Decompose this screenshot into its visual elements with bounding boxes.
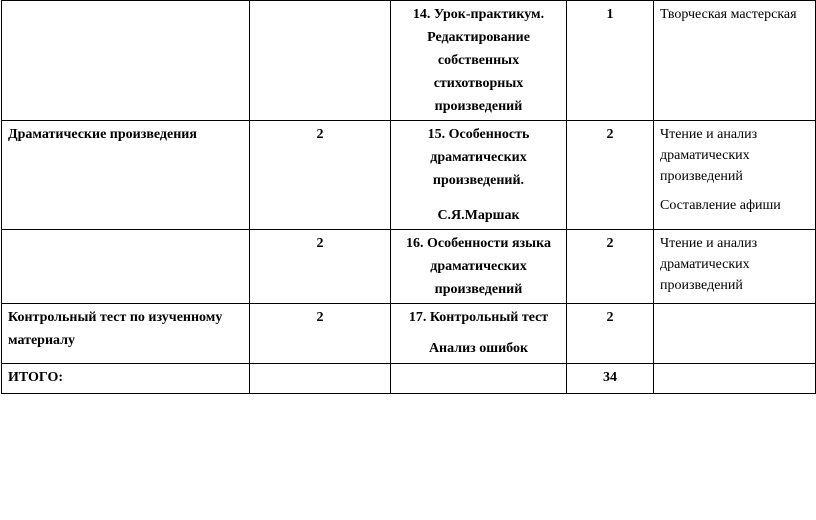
curriculum-table bbox=[1, 0, 816, 394]
activity-cell bbox=[654, 121, 816, 230]
lesson-hours-cell: 2 bbox=[567, 230, 654, 304]
table-row bbox=[2, 304, 816, 364]
lesson-hours-cell: 2 bbox=[567, 121, 654, 230]
total-hours-cell: 34 bbox=[567, 364, 654, 394]
activity-text: Чтение и анализ драматических произведений bbox=[660, 236, 758, 293]
activity-cell bbox=[654, 304, 816, 364]
hours-cell: 2 bbox=[250, 304, 391, 364]
section-cell bbox=[2, 1, 250, 121]
table-row bbox=[2, 1, 816, 121]
lesson-title: 17. Контрольный тест bbox=[408, 310, 549, 325]
section-cell bbox=[2, 230, 250, 304]
lesson-title: 16. Особенности языка драматических произведений bbox=[406, 236, 551, 297]
section-cell: Контрольный тест по изученному материалу bbox=[2, 304, 250, 364]
table-row bbox=[2, 230, 816, 304]
lesson-title: 14. Урок-практикум. Редактирование собственных стихотворных произведений bbox=[412, 7, 545, 114]
hours-cell bbox=[250, 1, 391, 121]
activity-cell bbox=[654, 1, 816, 121]
hours-cell: 2 bbox=[250, 230, 391, 304]
lesson-cell bbox=[391, 230, 567, 304]
activity-cell bbox=[654, 364, 816, 394]
table-row bbox=[2, 121, 816, 230]
lesson-cell bbox=[391, 1, 567, 121]
lesson-author: С.Я.Маршак bbox=[437, 208, 520, 223]
hours-cell bbox=[250, 364, 391, 394]
lesson-title: 15. Особенность драматических произведений. bbox=[427, 127, 530, 188]
activity-text: Чтение и анализ драматических произведений bbox=[660, 127, 758, 184]
lesson-hours-cell: 2 bbox=[567, 304, 654, 364]
total-label-cell: ИТОГО: bbox=[2, 364, 250, 394]
section-cell: Драматические произведения bbox=[2, 121, 250, 230]
lesson-cell bbox=[391, 121, 567, 230]
activity-text: Составление афиши bbox=[660, 198, 781, 213]
table-row bbox=[2, 364, 816, 394]
lesson-hours-cell: 1 bbox=[567, 1, 654, 121]
activity-cell bbox=[654, 230, 816, 304]
hours-cell: 2 bbox=[250, 121, 391, 230]
lesson-subtitle: Анализ ошибок bbox=[428, 341, 529, 356]
lesson-cell bbox=[391, 304, 567, 364]
activity-text: Творческая мастерская bbox=[660, 7, 797, 22]
lesson-cell bbox=[391, 364, 567, 394]
